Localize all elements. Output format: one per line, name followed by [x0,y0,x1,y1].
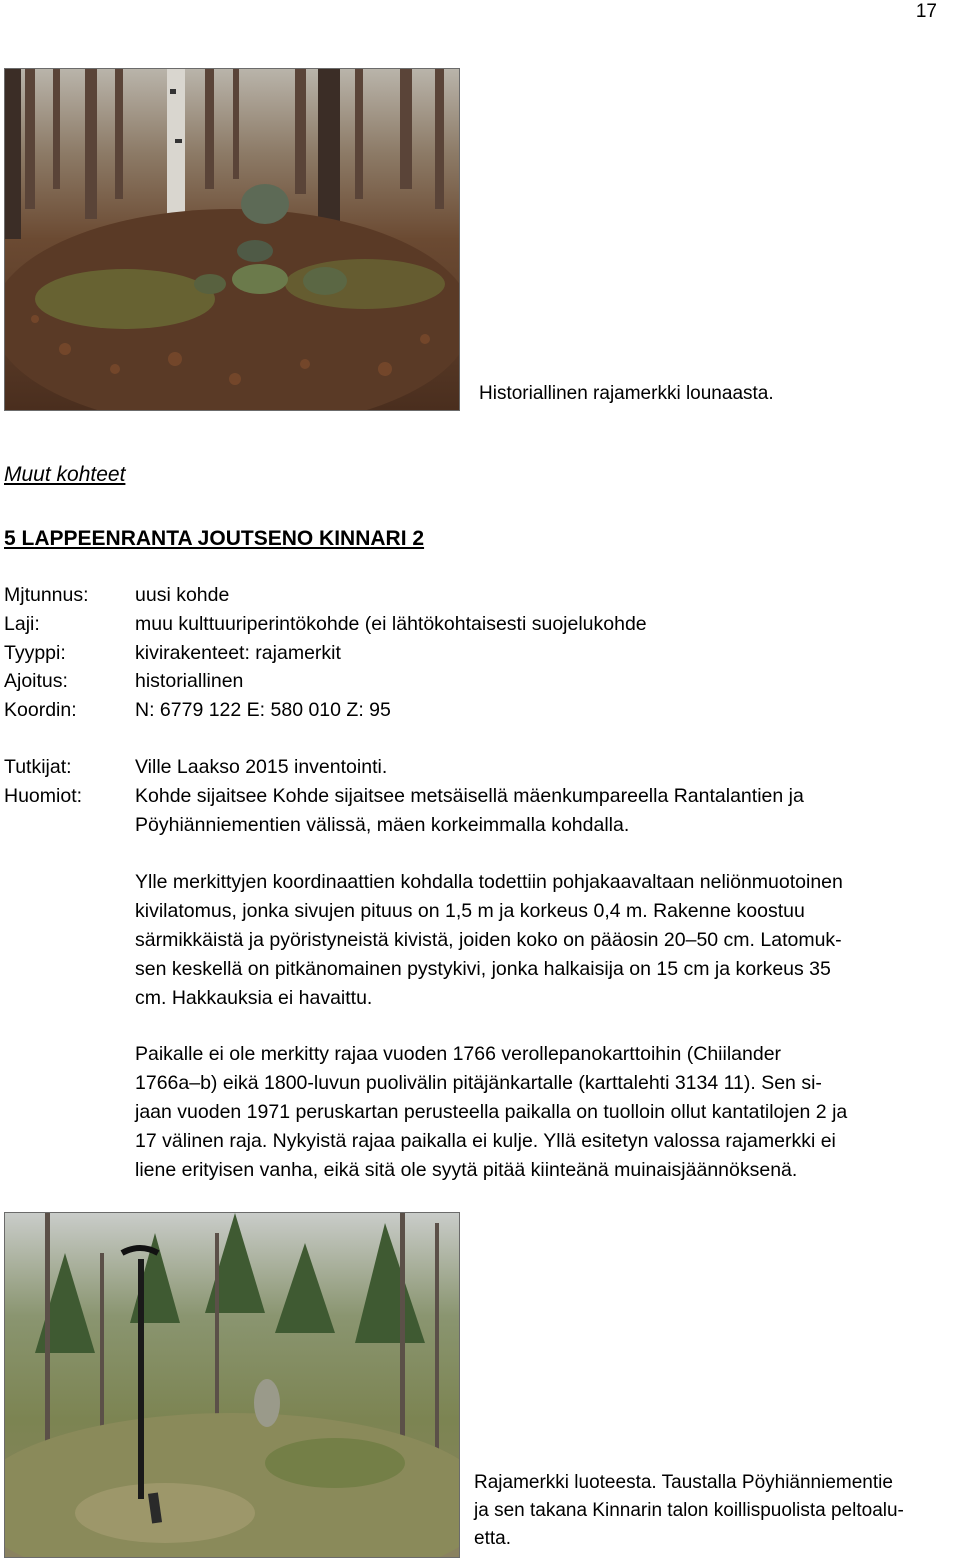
field-value: historiallinen [135,670,244,692]
section-heading: Muut kohteet [4,463,126,486]
text-line: jaan vuoden 1971 peruskartan perusteella paikalla on tuolloin ollut kantatilojen 2 ja [135,1101,848,1123]
field-label: Ajoitus: [4,670,68,692]
description-paragraph [135,868,957,1013]
field-value: N: 6779 122 E: 580 010 Z: 95 [135,699,391,721]
boundary-marker-photo-northwest [4,1212,460,1558]
text-line: Paikalle ei ole merkitty rajaa vuoden 1766 verollepanokarttoihin (Chiilander [135,1043,782,1065]
text-line: särmikkäistä ja pyöristyneistä kivistä, joiden koko on pääosin 20–50 cm. Latomuk- [135,929,842,951]
boundary-marker-photo-southwest [4,68,460,411]
text-line: sen keskellä on pitkänomainen pystykivi, jonka halkaisija on 15 cm ja korkeus 35 [135,958,831,980]
text-line: 17 välinen raja. Nykyistä rajaa paikalla ei kulje. Yllä esitetyn valossa rajamerkki ei [135,1130,836,1152]
photo1-caption: Historiallinen rajamerkki lounaasta. [479,383,774,404]
text-line: 1766a–b) eikä 1800-luvun puolivälin pitäjänkartalle (karttalehti 3134 11). Sen si- [135,1072,822,1094]
field-label: Tyyppi: [4,642,66,664]
huomiot-label: Huomiot: [4,785,83,807]
field-value: Ville Laakso 2015 inventointi. [135,756,388,778]
caption-line: ja sen takana Kinnarin talon koillispuolista peltoalu- [474,1500,904,1521]
photo2-caption [474,1469,904,1553]
field-label: Koordin: [4,699,77,721]
text-line: Pöyhiänniementien välissä, mäen korkeimmalla kohdalla. [135,814,630,836]
field-label: Tutkijat: [4,756,72,778]
caption-line: Rajamerkki luoteesta. Taustalla Pöyhiänniementie [474,1472,893,1493]
site-title: 5 LAPPEENRANTA JOUTSENO KINNARI 2 [4,527,425,550]
caption-line: etta. [474,1528,511,1549]
field-value: kivirakenteet: rajamerkit [135,642,341,664]
text-line: cm. Hakkauksia ei havaittu. [135,987,373,1009]
field-label: Laji: [4,613,40,635]
text-line: Kohde sijaitsee Kohde sijaitsee metsäisellä mäenkumpareella Rantalantien ja [135,785,804,807]
field-label: Mjtunnus: [4,584,89,606]
history-paragraph [135,1040,957,1185]
text-line: liene erityisen vanha, eikä sitä ole syytä pitää kiinteänä muinaisjäännöksenä. [135,1159,798,1181]
page-number: 17 [915,1,937,22]
huomiot-text [135,782,957,840]
field-value: uusi kohde [135,584,230,606]
field-value: muu kulttuuriperintökohde (ei lähtökohtaisesti suojelukohde [135,613,647,635]
text-line: Ylle merkittyjen koordinaattien kohdalla todettiin pohjakaavaltaan neliönmuotoinen [135,871,843,893]
text-line: kivilatomus, jonka sivujen pituus on 1,5 m ja korkeus 0,4 m. Rakenne koostuu [135,900,805,922]
